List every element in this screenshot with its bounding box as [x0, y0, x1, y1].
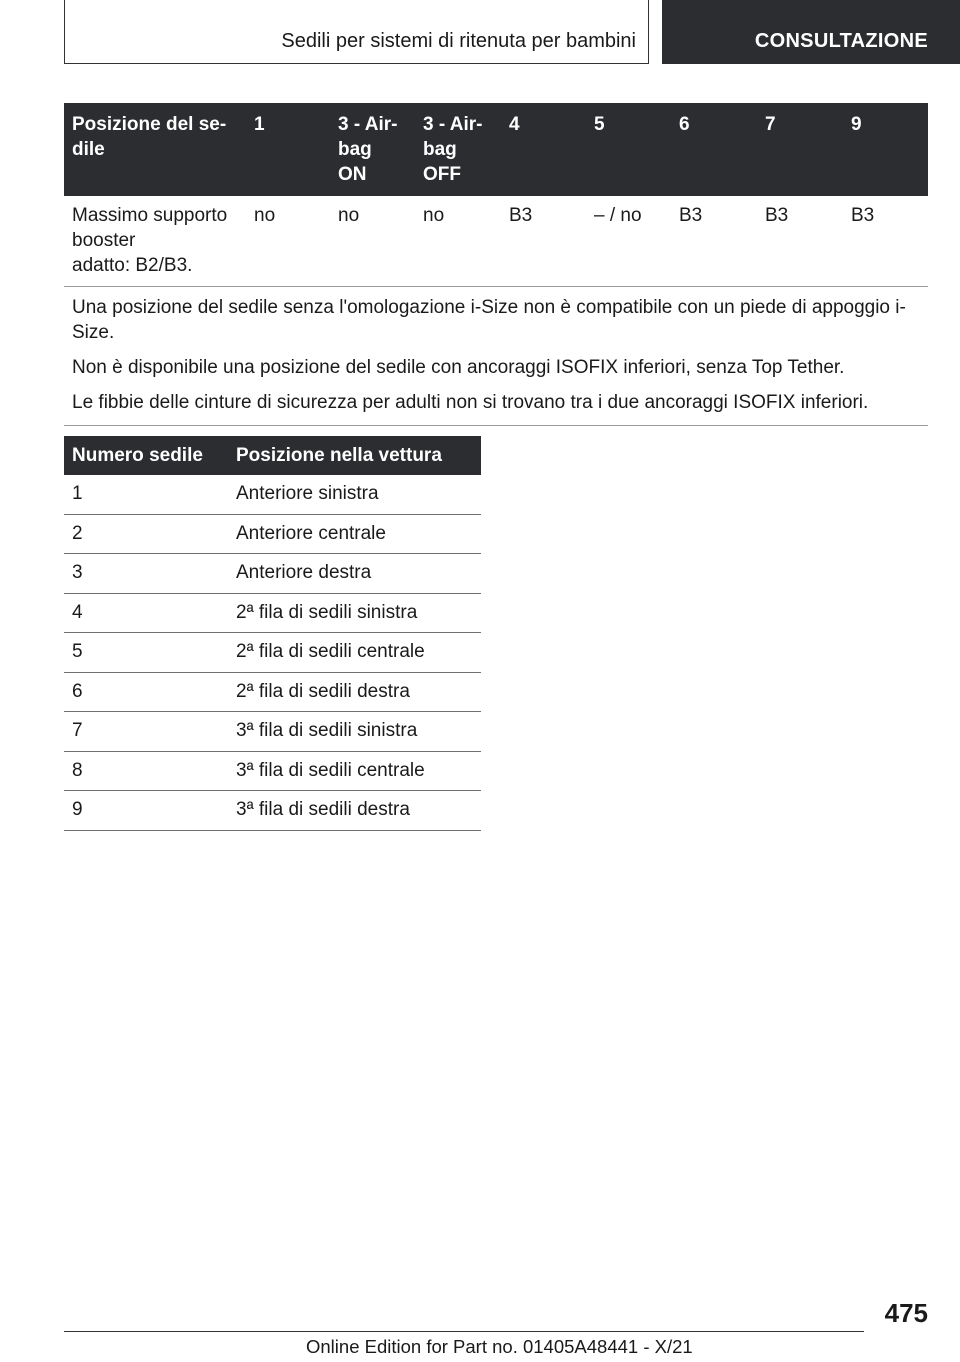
table-row: [64, 196, 928, 287]
header-cell: 6: [671, 103, 757, 196]
table-cell: – / no: [586, 196, 671, 287]
note-text: Non è disponibile una posizione del sedile con ancoraggi ISOFIX inferiori, senza Top Tether.: [72, 357, 845, 378]
header-cell: Posizione nella vettura: [228, 436, 481, 475]
table-cell: B3: [843, 196, 928, 287]
header-cell: 5: [586, 103, 671, 196]
seat-position: 3ª fila di sedili centrale: [228, 751, 481, 791]
edition-text: Online Edition for Part no. 01405A48441 - X/21: [306, 1336, 693, 1357]
header-cell: 3 - Air- bag OFF: [415, 103, 501, 196]
table-header-row: [64, 436, 481, 475]
seat-number: 3: [64, 554, 228, 594]
table-row: [64, 554, 481, 594]
seat-position: 2ª fila di sedili destra: [228, 672, 481, 712]
table-row: [64, 791, 481, 831]
table-cell: B3: [501, 196, 586, 287]
header-chapter-box: [64, 0, 649, 64]
page-number: 475: [884, 1298, 928, 1328]
header-cell: 7: [757, 103, 843, 196]
table-row: [64, 672, 481, 712]
seat-position: Anteriore centrale: [228, 514, 481, 554]
seat-number: 4: [64, 593, 228, 633]
table-row: [64, 751, 481, 791]
table-cell: no: [415, 196, 501, 287]
table-cell: no: [330, 196, 415, 287]
seat-number: 7: [64, 712, 228, 752]
table-row: [64, 514, 481, 554]
table-cell: B3: [671, 196, 757, 287]
table-cell: no: [246, 196, 330, 287]
seat-number: 1: [64, 475, 228, 514]
seat-position: Anteriore destra: [228, 554, 481, 594]
seat-position: 2ª fila di sedili centrale: [228, 633, 481, 673]
seat-suitability-table: [64, 103, 928, 426]
header-cell: 3 - Air- bag ON: [330, 103, 415, 196]
note-text: Una posizione del sedile senza l'omologazione i-Size non è compatibile con un piede di appoggio i-Size.: [72, 297, 906, 343]
table-cell: Massimo supporto booster adatto: B2/B3.: [64, 196, 246, 287]
table-cell: B3: [757, 196, 843, 287]
note-text: Le fibbie delle cinture di sicurezza per adulti non si trovano tra i due ancoraggi ISOFIX inferiori.: [72, 392, 869, 413]
table-header-row: [64, 103, 928, 196]
section-title: CONSULTAZIONE: [754, 30, 928, 52]
footer-divider: [64, 1331, 864, 1332]
notes-row: [64, 287, 928, 426]
seat-number: 6: [64, 672, 228, 712]
header-section-box: [662, 0, 960, 64]
header-cell: 4: [501, 103, 586, 196]
seat-number: 8: [64, 751, 228, 791]
table-row: [64, 475, 481, 514]
seat-position: Anteriore sinistra: [228, 475, 481, 514]
chapter-title: Sedili per sistemi di ritenuta per bambini: [281, 30, 636, 52]
table-row: [64, 633, 481, 673]
header-cell: Numero sedile: [64, 436, 228, 475]
header-cell: 1: [246, 103, 330, 196]
table-row: [64, 593, 481, 633]
seat-number-table: [64, 436, 481, 831]
seat-number: 5: [64, 633, 228, 673]
seat-position: 3ª fila di sedili sinistra: [228, 712, 481, 752]
notes-cell: [64, 287, 928, 426]
header-cell: Posizione del se- dile: [64, 103, 246, 196]
seat-position: 3ª fila di sedili destra: [228, 791, 481, 831]
seat-number: 9: [64, 791, 228, 831]
seat-position: 2ª fila di sedili sinistra: [228, 593, 481, 633]
header-cell: 9: [843, 103, 928, 196]
seat-number: 2: [64, 514, 228, 554]
table-row: [64, 712, 481, 752]
